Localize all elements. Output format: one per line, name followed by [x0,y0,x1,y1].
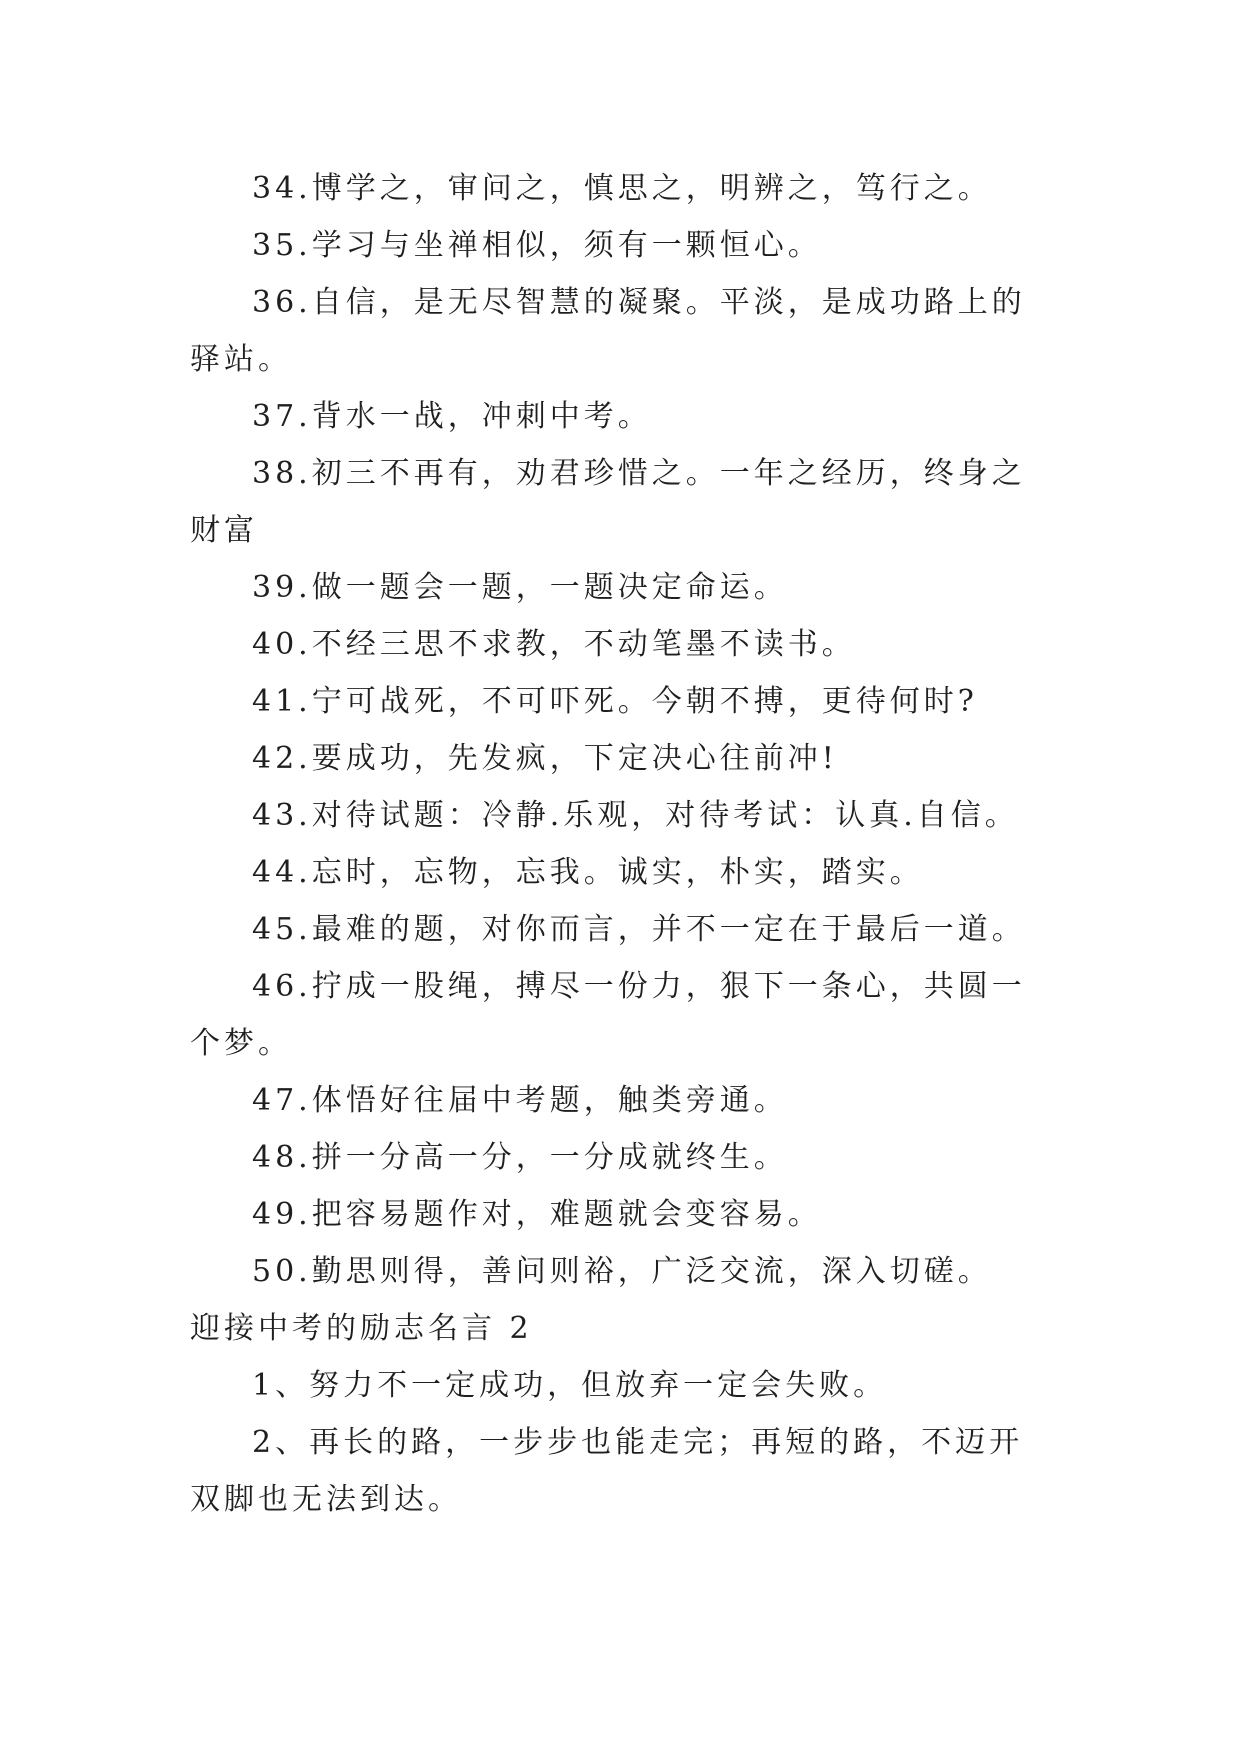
quote-34: 34.博学之，审问之，慎思之，明辨之，笃行之。 [252,171,992,206]
section-heading: 迎接中考的励志名言 2 [190,1311,533,1346]
quote-46: 46.拧成一股绳，搏尽一份力，狠下一条心，共圆一个梦。 [190,969,1026,1061]
quote-48: 48.拼一分高一分，一分成就终生。 [252,1140,788,1175]
quote-40: 40.不经三思不求教，不动笔墨不读书。 [252,627,856,662]
quote-41: 41.宁可战死，不可吓死。今朝不搏，更待何时? [252,684,978,719]
quote-36: 36.自信，是无尽智慧的凝聚。平淡，是成功路上的驿站。 [190,285,1026,377]
quote-45: 45.最难的题，对你而言，并不一定在于最后一道。 [252,912,1026,947]
quote-50: 50.勤思则得，善问则裕，广泛交流，深入切磋。 [252,1254,992,1289]
section-quote-2: 2、再长的路，一步步也能走完；再短的路，不迈开双脚也无法到达。 [190,1425,1024,1517]
quote-37: 37.背水一战，冲刺中考。 [252,399,652,434]
document-body [190,160,1050,1528]
quote-42: 42.要成功，先发疯，下定决心往前冲! [252,741,838,776]
quote-35: 35.学习与坐禅相似，须有一颗恒心。 [252,228,822,263]
quote-49: 49.把容易题作对，难题就会变容易。 [252,1197,822,1232]
quote-43: 43.对待试题：冷静.乐观，对待考试：认真.自信。 [252,798,1019,833]
quote-47: 47.体悟好往届中考题，触类旁通。 [252,1083,788,1118]
section-quote-1: 1、努力不一定成功，但放弃一定会失败。 [252,1368,888,1403]
quote-44: 44.忘时，忘物，忘我。诚实，朴实，踏实。 [252,855,924,890]
quote-38: 38.初三不再有，劝君珍惜之。一年之经历，终身之财富 [190,456,1026,548]
quote-39: 39.做一题会一题，一题决定命运。 [252,570,788,605]
